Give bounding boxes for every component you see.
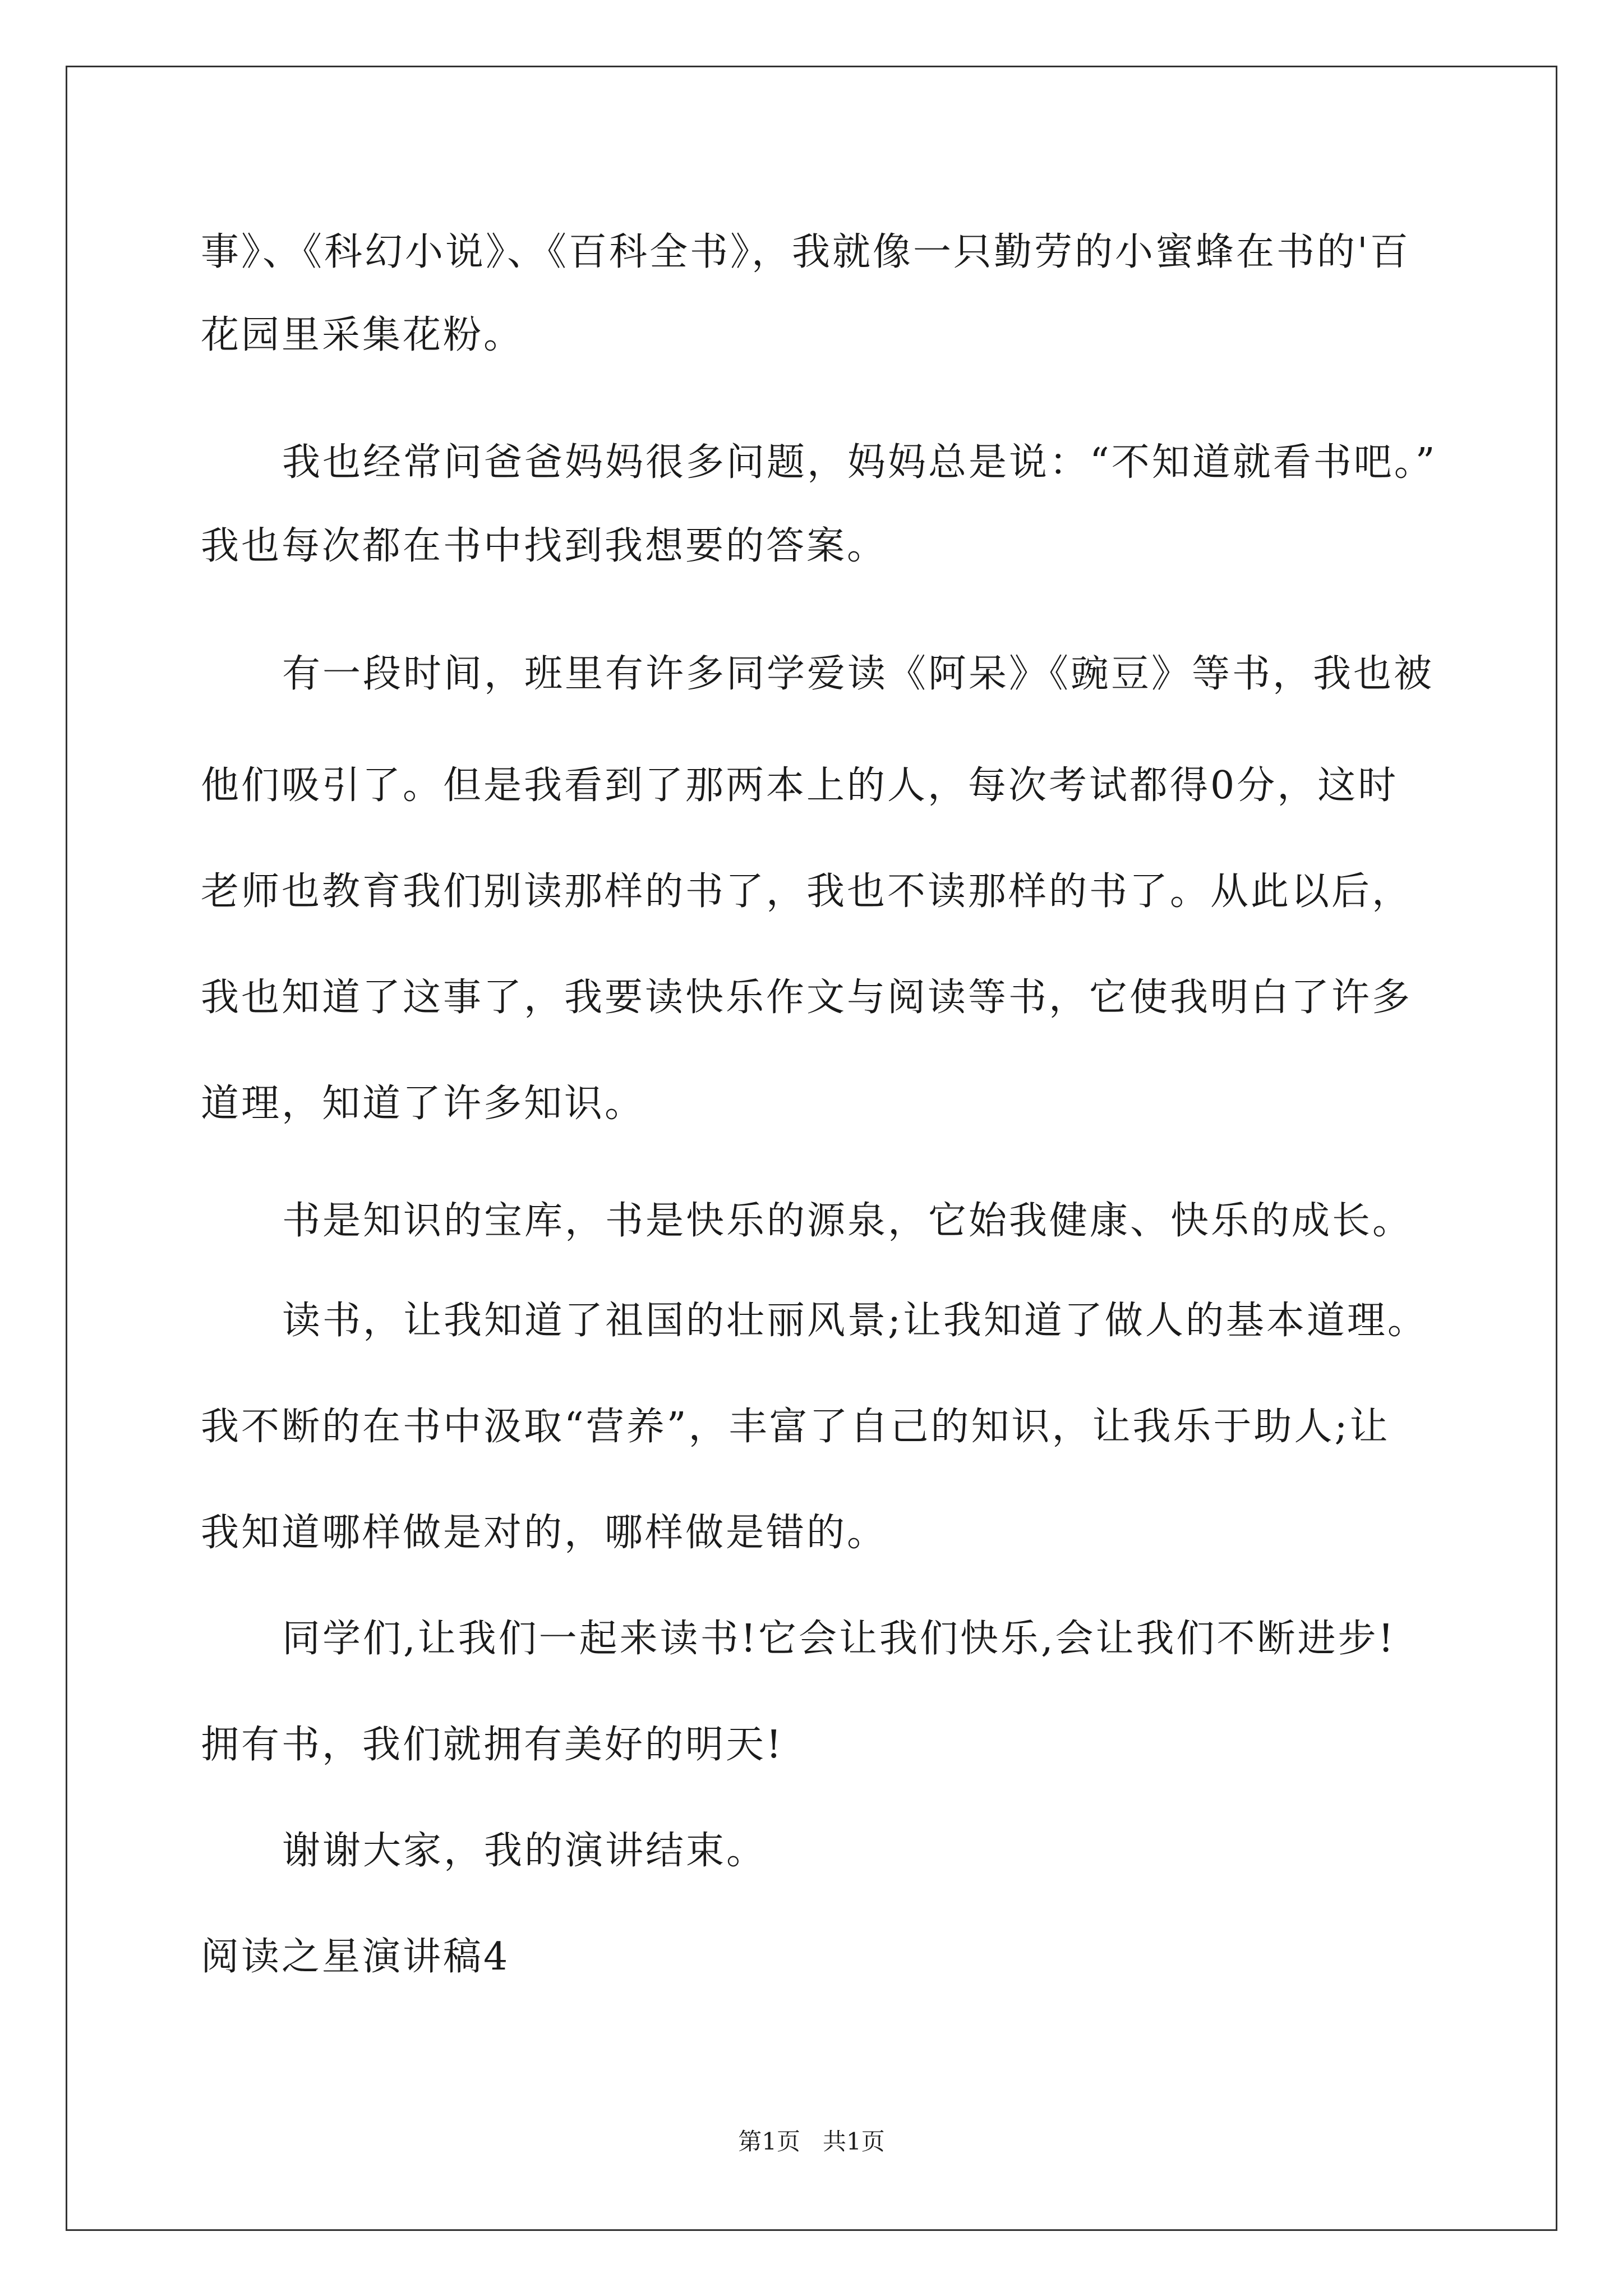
page-footer: 第1页 共1页 [738, 2128, 885, 2155]
text-line: 拥有书，我们就拥有美好的明天! [201, 1723, 784, 1767]
text-line: 谢谢大家，我的演讲结束。 [282, 1829, 767, 1873]
text-line: 我不断的在书中汲取“营养”，丰富了自己的知识，让我乐于助人;让 [201, 1405, 1390, 1449]
text-line: 我也知道了这事了，我要读快乐作文与阅读等书，它使我明白了许多 [201, 976, 1413, 1020]
text-line: 我知道哪样做是对的，哪样做是错的。 [201, 1511, 888, 1555]
text-line: 老师也教育我们别读那样的书了，我也不读那样的书了。从此以后， [201, 869, 1413, 914]
text-line: 书是知识的宝库，书是快乐的源泉，它始我健康、快乐的成长。 [282, 1199, 1413, 1243]
text-line: 道理，知道了许多知识。 [201, 1082, 645, 1126]
text-line: 读书，让我知道了祖国的壮丽风景;让我知道了做人的基本道理。 [282, 1299, 1428, 1343]
page-border [66, 66, 1557, 2231]
text-line: 有一段时间，班里有许多同学爱读《阿呆》《豌豆》等书，我也被 [282, 652, 1435, 696]
text-line: 他们吸引了。但是我看到了那两本上的人，每次考试都得0分，这时 [201, 763, 1399, 808]
section-heading: 阅读之星演讲稿4 [201, 1935, 510, 1979]
text-line: 我也经常问爸爸妈妈很多问题，妈妈总是说：“不知道就看书吧。” [282, 440, 1437, 485]
text-line: 我也每次都在书中找到我想要的答案。 [201, 524, 888, 568]
text-line: 花园里采集花粉。 [201, 313, 524, 357]
text-line: 同学们,让我们一起来读书!它会让我们快乐,会让我们不断进步! [282, 1617, 1396, 1661]
text-line: 事》、《科幻小说》、《百科全书》，我就像一只勤劳的小蜜蜂在书的'百 [201, 230, 1410, 274]
